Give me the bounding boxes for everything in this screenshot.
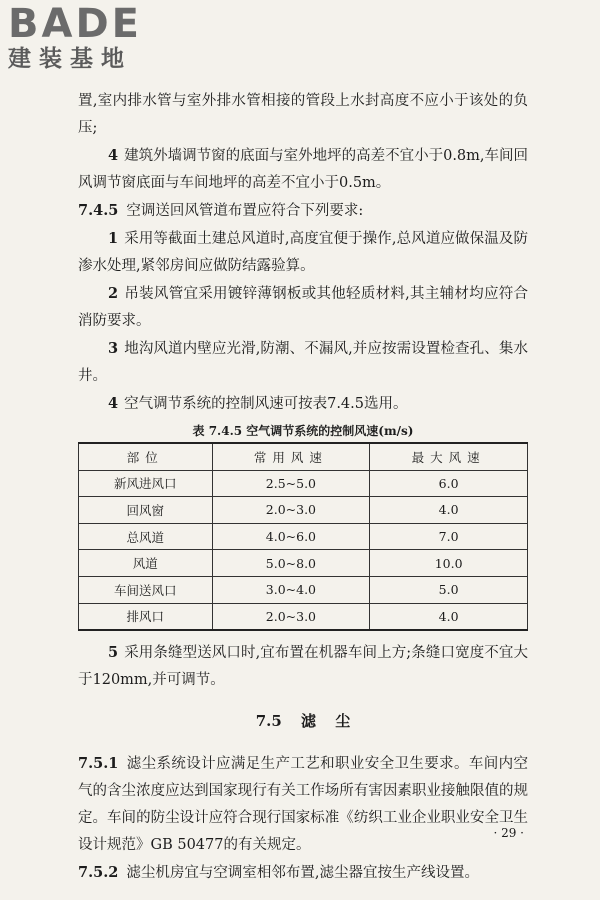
table-row xyxy=(79,550,528,577)
list-item: 3 地沟风道内壁应光滑,防潮、不漏风,并应按需设置检查孔、集水井。 xyxy=(78,340,528,384)
logo-subtitle: 建装基地 xyxy=(8,46,132,72)
page-number: · 29 · xyxy=(493,826,524,840)
table-cell: 4.0~6.0 xyxy=(212,523,370,550)
table-cell: 10.0 xyxy=(370,550,528,577)
table-cell: 5.0 xyxy=(370,576,528,603)
list-item: 5 采用条缝型送风口时,宜布置在机器车间上方;条缝口宽度不宜大于120mm,并可调节。 xyxy=(78,644,528,689)
wind-speed-table xyxy=(78,442,528,631)
page-content xyxy=(78,88,528,887)
table-cell: 车间送风口 xyxy=(79,576,213,603)
paragraph-continuation: 置,室内排水管与室外排水管相接的管段上水封高度不应小于该处的负压; xyxy=(78,93,528,136)
table-cell: 5.0~8.0 xyxy=(212,550,370,577)
clause-paragraph: 7.4.5 空调送回风管道布置应符合下列要求: xyxy=(78,202,364,219)
table-cell: 2.0~3.0 xyxy=(212,497,370,524)
table-row xyxy=(79,497,528,524)
clause-paragraph: 7.5.1 滤尘系统设计应满足生产工艺和职业安全卫生要求。车间内空气的含尘浓度应达到国家现行有关工作场所有害因素职业接触限值的规定。车间的防尘设计应符合现行国家标准《纺织工业企业职业安全卫生设计规范》GB 50477的有关规定。 xyxy=(78,755,528,854)
list-item: 4 建筑外墙调节窗的底面与室外地坪的高差不宜小于0.8m,车间回风调节窗底面与车间地坪的高差不宜小于0.5m。 xyxy=(78,147,529,191)
header-cell: 最大风速 xyxy=(370,443,528,470)
table-row xyxy=(79,576,528,603)
logo xyxy=(8,2,142,72)
list-item: 1 采用等截面土建总风道时,高度宜便于操作,总风道应做保温及防渗水处理,紧邻房间应做防结露验算。 xyxy=(78,230,528,274)
table-row xyxy=(79,523,528,550)
table-cell: 4.0 xyxy=(370,603,528,630)
table-cell: 4.0 xyxy=(370,497,528,524)
table-cell: 2.0~3.0 xyxy=(212,603,370,630)
table-cell: 回风窗 xyxy=(79,497,213,524)
table-cell: 风道 xyxy=(79,550,213,577)
list-item: 2 吊装风管宜采用镀锌薄钢板或其他轻质材料,其主辅材均应符合消防要求。 xyxy=(78,285,528,329)
table-row xyxy=(79,470,528,497)
table-row xyxy=(79,603,528,630)
header-cell: 部位 xyxy=(79,443,213,470)
table-cell: 6.0 xyxy=(370,470,528,497)
clause-paragraph: 7.5.2 滤尘机房宜与空调室相邻布置,滤尘器宜按生产线设置。 xyxy=(78,864,479,882)
table-caption: 表 7.4.5 空气调节系统的控制风速(m/s) xyxy=(192,424,414,438)
section-heading: 7.5 滤 尘 xyxy=(255,712,351,731)
table-cell: 排风口 xyxy=(79,603,213,630)
list-item: 4 空气调节系统的控制风速可按表7.4.5选用。 xyxy=(108,395,408,412)
table-cell: 2.5~5.0 xyxy=(212,470,370,497)
logo-brand: BADE xyxy=(8,1,142,47)
table-cell: 7.0 xyxy=(370,523,528,550)
table-header-row xyxy=(79,443,528,470)
header-cell: 常用风速 xyxy=(212,443,370,470)
table-cell: 新风进风口 xyxy=(79,470,213,497)
table-cell: 3.0~4.0 xyxy=(212,576,370,603)
table-cell: 总风道 xyxy=(79,523,213,550)
